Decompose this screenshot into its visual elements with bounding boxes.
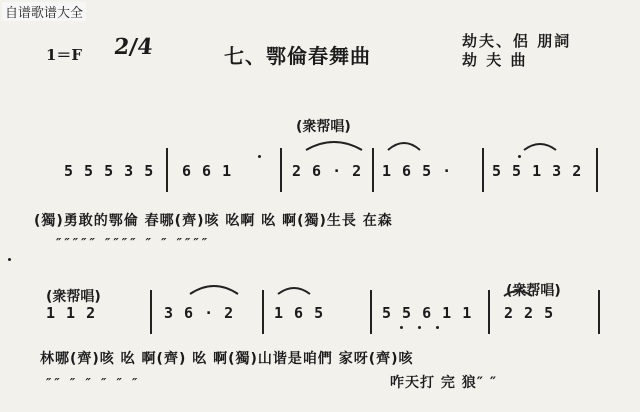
section-label-chorus: (衆帮唱) (506, 283, 561, 299)
credits (462, 32, 571, 70)
measure-3: 2 6 · 2 (292, 162, 363, 180)
repeat-marks-line-2: ″″ ″ ″ ″ ″ ″ (46, 376, 141, 390)
octave-dot (258, 155, 261, 158)
stray-dot (8, 258, 11, 261)
octave-dot (518, 155, 521, 158)
watermark: 自谱歌谱大全 (2, 2, 86, 21)
lyrics-line-2: 林哪(齊)咳 吆 啊(齊) 吆 啊(獨)山谐是咱們 家呀(齊)咳 (40, 351, 414, 367)
measure-10: 2 2 5 (504, 304, 555, 322)
measure-5: 5 5 1 3 2 (492, 162, 583, 180)
measure-7: 3 6 · 2 (164, 304, 235, 322)
bar-line (280, 148, 282, 192)
bar-line (370, 290, 372, 334)
bar-line (166, 148, 168, 192)
composer-credit: 劫 夫 曲 (462, 51, 528, 69)
key-signature: 1＝F (46, 46, 83, 64)
bar-line (488, 290, 490, 334)
measure-8: 1 6 5 (274, 304, 325, 322)
bar-line (150, 290, 152, 334)
low-octave-dot (418, 326, 421, 329)
lyrics-line-1: (獨)勇敢的鄂倫 春哪(齊)咳 吆啊 吆 啊(獨)生長 在森 (34, 213, 393, 229)
bar-line (598, 290, 600, 334)
section-label-chorus: (衆帮唱) (46, 289, 101, 305)
measure-4: 1 6 5 · (382, 162, 453, 180)
lyricist-credit: 劫夫、侶 朋詞 (462, 32, 572, 50)
bar-line (482, 148, 484, 192)
bar-line (596, 148, 598, 192)
section-label-chorus: (衆帮唱) (296, 119, 351, 135)
time-signature: 2/4 (112, 34, 155, 60)
bar-line (262, 290, 264, 334)
measure-1: 5 5 5 3 5 (64, 162, 155, 180)
lyrics-line-2-verse-2: 咋天打 完 狼″ ″ (390, 375, 498, 391)
low-octave-dot (436, 326, 439, 329)
measure-9: 5 5 6 1 1 (382, 304, 473, 322)
song-title: 七、鄂倫春舞曲 (224, 44, 371, 68)
measure-6: 1 1 2 (46, 304, 97, 322)
repeat-marks-line-1: ″″″″″ ″″″″ ″ ″ ″″″″ (56, 236, 211, 250)
low-octave-dot (400, 326, 403, 329)
bar-line (372, 148, 374, 192)
measure-2: 6 6 1 (182, 162, 233, 180)
